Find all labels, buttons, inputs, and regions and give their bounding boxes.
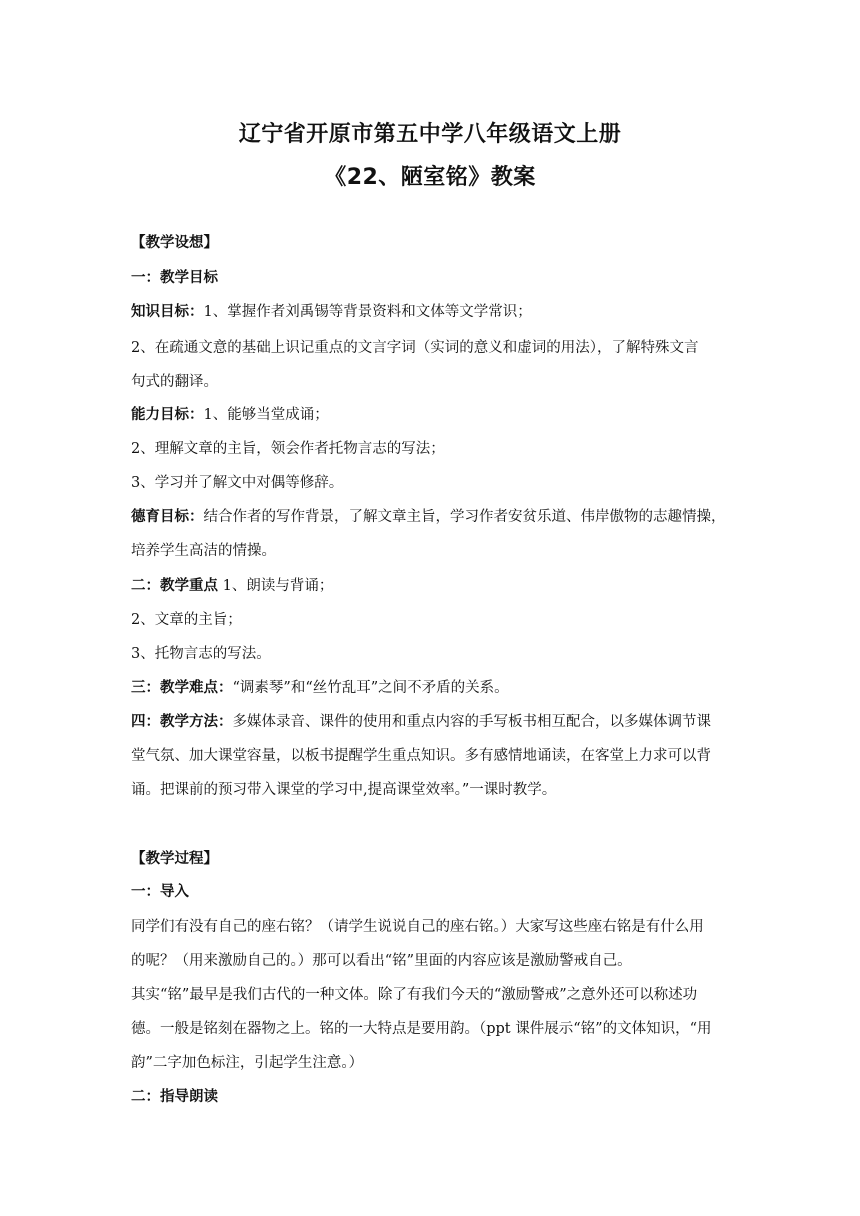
focus-text-3: 3、托物言志的写法。 xyxy=(131,646,271,662)
moral-text-a: 结合作者的写作背景，了解文章主旨，学习作者安贫乐道、伟岸傲物的志趣情操， xyxy=(203,509,726,525)
method-text-b: 堂气氛、加大课堂容量，以板书提醒学生重点知识。多有感情地诵读，在客堂上力求可以背 xyxy=(131,748,711,764)
intro-text-a: 同学们有没有自己的座右铭？（请学生说说自己的座右铭。）大家写这些座右铭是有什么用 xyxy=(131,919,704,935)
intro-text-d: 德。一般是铭刻在器物之上。铭的一大特点是要用韵。（ppt 课件展示“铭”的文体知识，“用 xyxy=(131,1021,712,1037)
section-heading-design: 【教学设想】 xyxy=(131,235,218,251)
difficulty-text: “调素琴”和“丝竹乱耳”之间不矛盾的关系。 xyxy=(232,680,509,696)
ability-text-3: 3、学习并了解文中对偶等修辞。 xyxy=(131,475,344,491)
focus-text-1: 1、朗读与背诵； xyxy=(218,578,334,594)
doc-title-line1: 辽宁省开原市第五中学八年级语文上册 xyxy=(238,122,622,147)
moral-text-b: 培养学生高洁的情操。 xyxy=(131,543,276,559)
difficulty-line xyxy=(131,678,741,698)
method-line xyxy=(131,712,741,732)
focus-label: 二：教学重点 xyxy=(131,578,218,594)
method-text-a: 多媒体录音、课件的使用和重点内容的手写板书相互配合，以多媒体调节课 xyxy=(232,714,711,730)
section-heading-process: 【教学过程】 xyxy=(131,851,218,867)
knowledge-text-2b: 句式的翻译。 xyxy=(131,374,218,390)
intro-heading: 一：导入 xyxy=(131,884,189,900)
knowledge-text-2a: 2、在疏通文意的基础上识记重点的文言字词（实词的意义和虚词的用法），了解特殊文言 xyxy=(131,340,699,356)
focus-line xyxy=(131,576,741,596)
knowledge-text-1: 1、掌握作者刘禹锡等背景资料和文体等文学常识； xyxy=(203,304,532,320)
reading-heading: 二：指导朗读 xyxy=(131,1089,218,1105)
knowledge-goal-line xyxy=(131,302,741,322)
intro-text-e: 韵”二字加色标注，引起学生注意。） xyxy=(131,1055,364,1071)
method-text-c: 诵。把课前的预习带入课堂的学习中,提高课堂效率。”一课时教学。 xyxy=(131,782,557,798)
moral-goal-line xyxy=(131,507,741,527)
moral-label: 德育目标： xyxy=(131,509,204,525)
method-label: 四：教学方法： xyxy=(131,714,233,730)
intro-text-c: 其实“铭”最早是我们古代的一种文体。除了有我们今天的“激励警戒”之意外还可以称述功 xyxy=(131,987,698,1003)
focus-text-2: 2、文章的主旨； xyxy=(131,612,242,628)
ability-goal-line xyxy=(131,405,741,425)
difficulty-label: 三：教学难点： xyxy=(131,680,233,696)
intro-text-b: 的呢？（用来激励自己的。）那可以看出“铭”里面的内容应该是激励警戒自己。 xyxy=(131,953,632,969)
goals-heading: 一：教学目标 xyxy=(131,270,218,286)
doc-title-line2: 《22、陋室铭》教案 xyxy=(324,165,536,190)
ability-label: 能力目标： xyxy=(131,407,204,423)
ability-text-2: 2、理解文章的主旨，领会作者托物言志的写法； xyxy=(131,441,445,457)
ability-text-1: 1、能够当堂成诵； xyxy=(203,407,329,423)
knowledge-label: 知识目标： xyxy=(131,304,204,320)
